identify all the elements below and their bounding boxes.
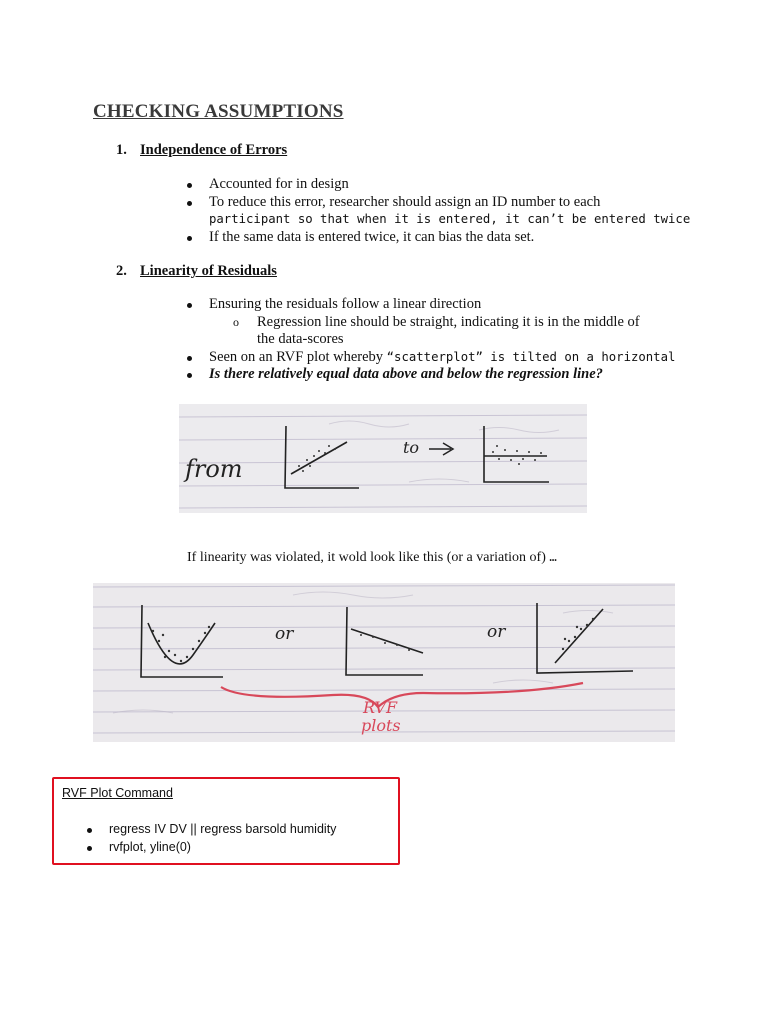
list-item: [185, 349, 705, 367]
notebook-sketch-from-to: [179, 404, 587, 513]
list-item-line: To reduce this error, researcher should assign an ID number to each: [209, 193, 601, 210]
or-handwriting-1: or: [275, 624, 294, 644]
section-2-heading: [116, 263, 277, 280]
section-1-heading: [116, 142, 287, 159]
list-item-line: participant so that when it is entered, it can’t be entered twice: [209, 212, 691, 226]
or-handwriting-2: or: [487, 622, 506, 642]
rvf-handwriting: RVF: [363, 698, 398, 717]
section-2-bullet-list: [185, 296, 705, 384]
caption-ellipsis: …: [549, 550, 557, 564]
command-box-heading: RVF Plot Command: [62, 786, 173, 800]
violation-caption: [187, 550, 557, 566]
list-item: [185, 194, 705, 229]
rvf-command-box: [52, 777, 400, 865]
sub-list-item-line: Regression line should be straight, indicating it is in the middle of: [257, 313, 640, 330]
list-item: Accounted for in design: [185, 176, 705, 194]
section-2-title: Linearity of Residuals: [140, 263, 277, 279]
to-handwriting: to: [403, 438, 420, 457]
list-item-text-mono: “scatterplot” is tilted on a horizontal: [386, 349, 676, 364]
section-2-number: 2.: [116, 263, 127, 279]
from-handwriting: from: [185, 455, 243, 483]
sub-list-item: [185, 314, 705, 349]
notebook-sketch-rvf-plots: [93, 583, 675, 742]
sub-bullet-marker: o: [233, 314, 239, 329]
section-1-bullet-list: [185, 176, 705, 246]
notebook-photo-from-to: [179, 404, 587, 513]
list-item: Is there relatively equal data above and below the regression line?: [185, 366, 705, 384]
sub-list-item-line: the data-scores: [257, 331, 344, 347]
section-1-title: Independence of Errors: [140, 142, 288, 158]
plots-handwriting: plots: [361, 716, 401, 735]
list-item-text: Seen on an RVF plot whereby: [209, 348, 387, 365]
list-item: Ensuring the residuals follow a linear direction: [185, 296, 705, 314]
section-1-number: 1.: [116, 142, 127, 158]
command-item: regress IV DV || regress barsold humidity: [109, 822, 337, 836]
page-title: CHECKING ASSUMPTIONS: [93, 101, 344, 122]
notebook-photo-rvf-plots: [93, 583, 675, 742]
list-item: If the same data is entered twice, it can bias the data set.: [185, 229, 705, 247]
command-item: rvfplot, yline(0): [109, 840, 191, 854]
caption-text: If linearity was violated, it wold look like this (or a variation of): [187, 550, 550, 565]
